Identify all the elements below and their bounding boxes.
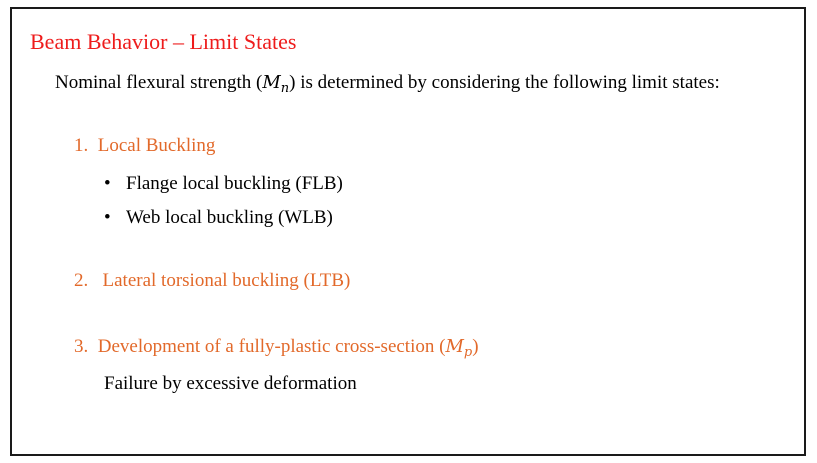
- item-number: 1.: [74, 135, 89, 156]
- item-label-before: Development of a fully-plastic cross-section (: [97, 336, 446, 357]
- limit-state-item-2: [74, 270, 350, 292]
- moment-symbol-mp: [445, 336, 473, 360]
- item-number: 3.: [74, 336, 89, 357]
- intro-text-after: ) is determined by considering the following limit states:: [289, 72, 720, 93]
- item-label-after: ): [472, 336, 479, 357]
- bullet-label: Flange local buckling (FLB): [126, 173, 343, 194]
- moment-symbol: M: [445, 336, 464, 357]
- slide-title: Beam Behavior – Limit States: [30, 29, 297, 54]
- item-label: Local Buckling: [97, 135, 216, 156]
- bullet-item-flb: [104, 173, 343, 195]
- moment-symbol: M: [262, 72, 281, 93]
- bullet-item-wlb: [104, 207, 333, 229]
- limit-state-item-1: [74, 135, 215, 157]
- intro-text-before: Nominal flexural strength (: [55, 72, 263, 93]
- item-3-note: Failure by excessive deformation: [104, 373, 357, 394]
- moment-symbol-mn: [262, 72, 290, 96]
- item-label: Lateral torsional buckling (LTB): [102, 270, 351, 291]
- moment-subscript: n: [280, 81, 290, 96]
- moment-subscript: p: [463, 345, 473, 360]
- bullet-label: Web local buckling (WLB): [126, 207, 333, 228]
- bullet-icon: •: [104, 173, 111, 194]
- item-number: 2.: [74, 270, 89, 291]
- intro-text: [55, 72, 720, 96]
- limit-state-item-3: [74, 336, 479, 360]
- bullet-icon: •: [104, 207, 111, 228]
